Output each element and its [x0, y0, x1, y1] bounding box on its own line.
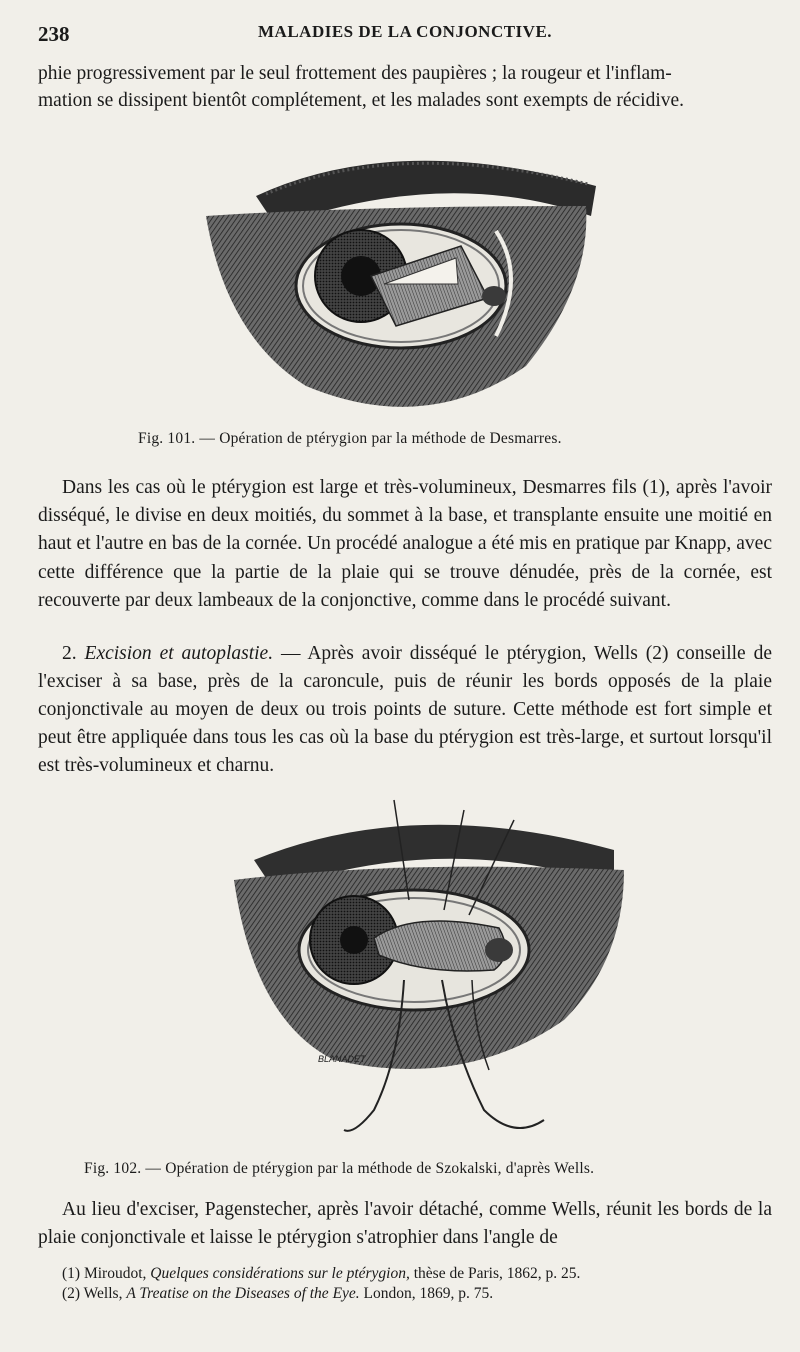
figure-102-caption: Fig. 102. — Opération de ptérygion par la méthode de Szokalski, d'après Wells.: [84, 1160, 595, 1177]
engraver-signature: BLANADET: [318, 1054, 366, 1064]
figure-101-caption: Fig. 101. — Opération de ptérygion par la méthode de Desmarres.: [138, 430, 562, 447]
footnote-1-details: thèse de Paris, 1862, p. 25.: [413, 1265, 581, 1282]
footnotes: [62, 1264, 782, 1304]
footnote-1-author: (1) Miroudot,: [62, 1265, 147, 1282]
section-number: 2.: [62, 643, 77, 664]
page-number: 238: [38, 22, 70, 46]
paragraph-pagenstecher: Au lieu d'exciser, Pagenstecher, après l'avoir détaché, comme Wells, réunit les bords de la plaie conjonctivale et laisse le ptérygion s'atrophier dans l'angle de: [38, 1199, 772, 1248]
eye-engraving-szokalski: [214, 790, 634, 1140]
intro-line-1: phie progressivement par le seul frottement des paupières ; la rougeur et l'inflam-: [38, 63, 672, 84]
paragraph-excision: [38, 640, 772, 780]
paragraph-excision-text: — Après avoir disséqué le ptérygion, Wells (2) conseille de l'exciser à sa base, près de la caroncule, puis de réunir les bords opposés de la plaie conjonctivale au moyen de deux ou trois points de suture. Cette méthode est fort simple et peut être appliquée dans tous les cas où la base du ptérygion est très-large, et surtout lorsqu'il est très-volumineux et charnu.: [38, 643, 773, 776]
running-head: [38, 18, 780, 48]
intro-line-2: mation se dissipent bientôt complétement, et les malades sont exempts de récidive.: [38, 90, 685, 111]
section-heading: Excision et autoplastie.: [84, 643, 274, 664]
running-title: MALADIES DE LA CONJONCTIVE.: [258, 22, 553, 41]
footnote-2-title: A Treatise on the Diseases of the Eye.: [126, 1285, 360, 1302]
body-paragraph-1: [38, 474, 772, 615]
body-paragraph-2: [38, 640, 772, 780]
figure-101-engraving: [196, 136, 606, 426]
intro-paragraph: [38, 60, 772, 114]
footnote-2: [62, 1284, 782, 1304]
footnote-2-author: (2) Wells,: [62, 1285, 123, 1302]
footnote-2-details: London, 1869, p. 75.: [363, 1285, 494, 1302]
body-paragraph-3: [38, 1196, 772, 1252]
paragraph-desmarres: Dans les cas où le ptérygion est large et très-volumineux, Desmarres fils (1), après l'avoir disséqué, le divise en deux moitiés, du sommet à la base, et transplante ensuite une moitié en haut et l'autre en bas de la cornée. Un procédé analogue a été mis en pratique par Knapp, avec cette différence que la partie de la plaie qui se trouve dénudée, près de la cornée, est recouverte par deux lambeaux de la conjonctive, comme dans le procédé suivant.: [38, 477, 772, 611]
figure-102-engraving: [214, 790, 634, 1140]
footnote-1: [62, 1264, 782, 1284]
eye-engraving-desmarres: [196, 136, 606, 426]
footnote-1-title: Quelques considérations sur le ptérygion,: [150, 1265, 410, 1282]
